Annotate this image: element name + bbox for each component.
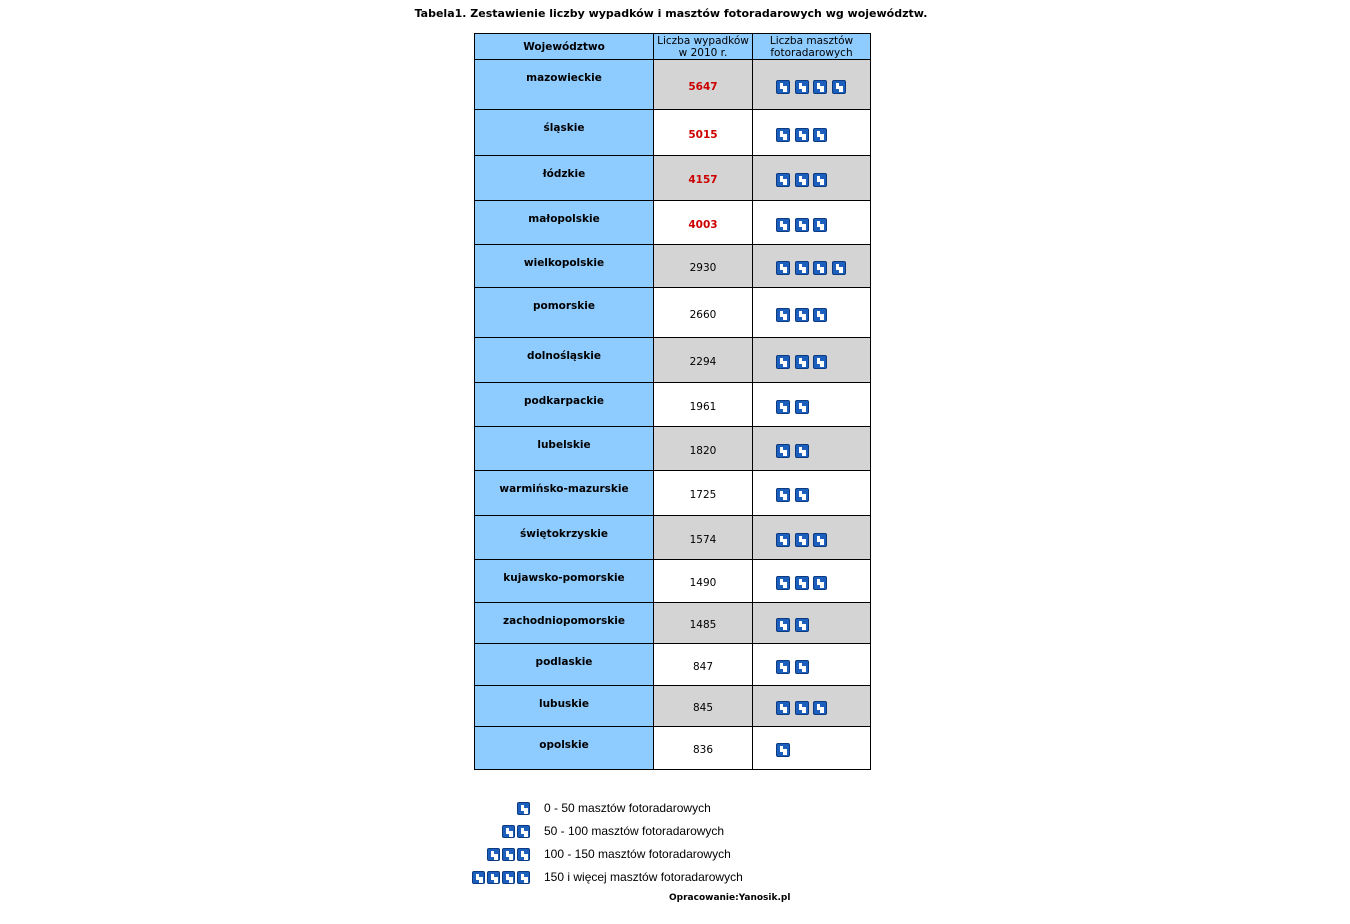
speed-camera-icon [776,173,790,187]
legend-icons [487,848,532,861]
mast-icons [753,644,871,686]
speed-camera-icon [813,128,827,142]
legend-label: 100 - 150 masztów fotoradarowych [544,847,731,861]
header-accidents: Liczba wypadków w 2010 r. [654,34,753,60]
speed-camera-icon [776,743,790,757]
speed-camera-icon [795,701,809,715]
mast-icons [753,201,871,245]
region-name: podlaskie [475,644,654,686]
speed-camera-icon [813,80,827,94]
speed-camera-icon [502,871,515,884]
legend-icons [472,871,532,884]
mast-icons [753,383,871,427]
region-name: lubelskie [475,427,654,471]
speed-camera-icon [813,533,827,547]
speed-camera-icon [487,871,500,884]
speed-camera-icon [813,355,827,369]
table-row [475,383,871,427]
accident-count: 4003 [654,201,753,245]
accident-count: 2930 [654,245,753,288]
accident-count: 4157 [654,156,753,201]
accident-count: 836 [654,727,753,770]
speed-camera-icon [776,533,790,547]
mast-icons [753,110,871,156]
table-row [475,288,871,338]
table-title: Tabela1. Zestawienie liczby wypadków i masztów fotoradarowych wg województw. [414,7,928,20]
table-row [475,427,871,471]
speed-camera-icon [795,218,809,232]
region-name: śląskie [475,110,654,156]
speed-camera-icon [776,261,790,275]
header-region: Województwo [475,34,654,60]
speed-camera-icon [487,848,500,861]
table-row [475,644,871,686]
speed-camera-icon [795,400,809,414]
speed-camera-icon [795,660,809,674]
table-row [475,156,871,201]
mast-icons [753,338,871,383]
speed-camera-icon [502,825,515,838]
mast-icons [753,471,871,516]
region-name: dolnośląskie [475,338,654,383]
accident-count: 1961 [654,383,753,427]
speed-camera-icon [776,701,790,715]
speed-camera-icon [813,701,827,715]
region-name: zachodniopomorskie [475,603,654,644]
table-row [475,686,871,727]
speed-camera-icon [502,848,515,861]
mast-icons [753,288,871,338]
credit-text: Opracowanie:Yanosik.pl [669,893,791,903]
speed-camera-icon [813,576,827,590]
speed-camera-icon [813,173,827,187]
legend-icons [502,825,532,838]
accident-count: 2294 [654,338,753,383]
speed-camera-icon [813,218,827,232]
table-row [475,110,871,156]
region-name: podkarpackie [475,383,654,427]
legend-label: 50 - 100 masztów fotoradarowych [544,824,725,838]
speed-camera-icon [795,355,809,369]
speed-camera-icon [776,128,790,142]
region-name: łódzkie [475,156,654,201]
speed-camera-icon [795,618,809,632]
speed-camera-icon [517,848,530,861]
mast-icons [753,686,871,727]
table-row [475,727,871,770]
accident-count: 1485 [654,603,753,644]
legend-label: 150 i więcej masztów fotoradarowych [544,870,743,884]
region-name: małopolskie [475,201,654,245]
region-name: świętokrzyskie [475,516,654,560]
table-row [475,471,871,516]
speed-camera-icon [472,871,485,884]
speed-camera-icon [776,80,790,94]
mast-icons [753,427,871,471]
speed-camera-icon [795,533,809,547]
speed-camera-icon [776,618,790,632]
region-name: warmińsko-mazurskie [475,471,654,516]
legend-icons [517,802,532,815]
speed-camera-icon [795,261,809,275]
speed-camera-icon [795,576,809,590]
speed-camera-icon [776,444,790,458]
accidents-table [474,33,871,770]
speed-camera-icon [795,128,809,142]
table-row [475,560,871,603]
speed-camera-icon [795,444,809,458]
legend-item [0,824,1350,840]
region-name: mazowieckie [475,60,654,110]
speed-camera-icon [813,261,827,275]
mast-icons [753,603,871,644]
mast-icons [753,727,871,770]
table-row [475,60,871,110]
table-row [475,603,871,644]
speed-camera-icon [776,308,790,322]
speed-camera-icon [776,355,790,369]
accident-count: 847 [654,644,753,686]
legend-item [0,847,1350,863]
header-masts: Liczba masztów fotoradarowych [753,34,871,60]
accident-count: 1574 [654,516,753,560]
accident-count: 1490 [654,560,753,603]
region-name: opolskie [475,727,654,770]
region-name: wielkopolskie [475,245,654,288]
accident-count: 5647 [654,60,753,110]
speed-camera-icon [776,660,790,674]
speed-camera-icon [517,825,530,838]
speed-camera-icon [832,80,846,94]
accident-count: 1820 [654,427,753,471]
speed-camera-icon [795,80,809,94]
speed-camera-icon [776,576,790,590]
region-name: pomorskie [475,288,654,338]
region-name: kujawsko-pomorskie [475,560,654,603]
legend-item [0,870,1350,886]
accident-count: 1725 [654,471,753,516]
legend-label: 0 - 50 masztów fotoradarowych [544,801,711,815]
table-row [475,516,871,560]
accident-count: 845 [654,686,753,727]
accident-count: 5015 [654,110,753,156]
table-row [475,201,871,245]
speed-camera-icon [776,400,790,414]
mast-icons [753,156,871,201]
mast-icons [753,560,871,603]
speed-camera-icon [795,308,809,322]
speed-camera-icon [776,488,790,502]
mast-icons [753,245,871,288]
mast-icons [753,516,871,560]
mast-icons [753,60,871,110]
region-name: lubuskie [475,686,654,727]
table-row [475,245,871,288]
speed-camera-icon [813,308,827,322]
speed-camera-icon [832,261,846,275]
speed-camera-icon [517,871,530,884]
speed-camera-icon [776,218,790,232]
legend-item [0,801,1350,817]
accident-count: 2660 [654,288,753,338]
speed-camera-icon [795,173,809,187]
speed-camera-icon [795,488,809,502]
table-header-row [475,34,871,60]
table-row [475,338,871,383]
speed-camera-icon [517,802,530,815]
